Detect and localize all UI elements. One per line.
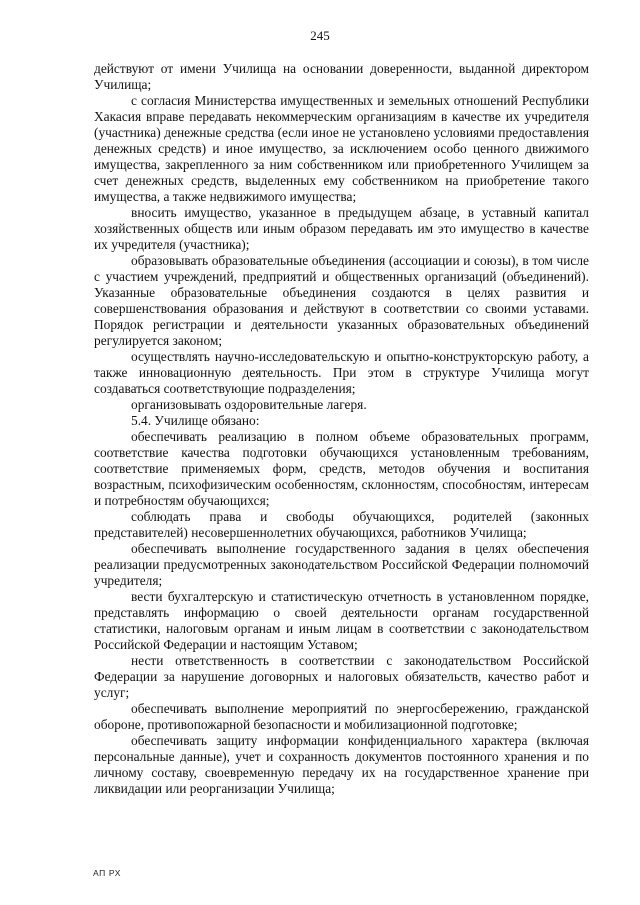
paragraph: обеспечивать выполнение государственного задания в целях обеспечения реализации предусмотренных законодательством Российской Федерации полномочий учредителя;	[94, 541, 589, 588]
paragraph: соблюдать права и свободы обучающихся, родителей (законных представителей) несовершеннолетних обучающихся, работников Училища;	[94, 509, 589, 540]
footer-mark: АП РХ	[93, 868, 122, 878]
paragraph: действуют от имени Училища на основании доверенности, выданной директором Училища;	[94, 61, 589, 92]
paragraph: обеспечивать выполнение мероприятий по энергосбережению, гражданской обороне, противопожарной безопасности и мобилизационной подготовке;	[94, 701, 589, 732]
paragraph: образовывать образовательные объединения (ассоциации и союзы), в том числе с участием учреждений, предприятий и общественных организаций (объединений). Указанные образовательные объединения создаются в целях развития и совершенствования образования и действуют в соответствии со своими уставами. Порядок регистрации и деятельности указанных образовательных объединений регулируется законом;	[94, 253, 589, 348]
paragraph: вносить имущество, указанное в предыдущем абзаце, в уставный капитал хозяйственных обществ или иным образом передавать им это имущество в качестве их учредителя (участника);	[94, 205, 589, 252]
paragraph: с согласия Министерства имущественных и земельных отношений Республики Хакасия вправе передавать некоммерческим организациям в качестве их учредителя (участника) денежные средства (если иное не установлено условиями предоставления денежных средств) и иное имущество, за исключением особо ценного движимого имущества, закрепленного за ним собственником или приобретенного Училищем за счет денежных средств, выделенных ему собственником на приобретение такого имущества, а также недвижимого имущества;	[94, 93, 589, 204]
paragraph: обеспечивать реализацию в полном объеме образовательных программ, соответствие качества подготовки обучающихся установленным требованиям, соответствие применяемых форм, средств, методов обучения и воспитания возрастным, психофизическим особенностям, склонностям, способностям, интересам и потребностям обучающихся;	[94, 429, 589, 508]
paragraph: нести ответственность в соответствии с законодательством Российской Федерации за нарушение договорных и налоговых обязательств, качество работ и услуг;	[94, 653, 589, 700]
paragraph: вести бухгалтерскую и статистическую отчетность в установленном порядке, представлять информацию о своей деятельности органам государственной статистики, налоговым органам и иным лицам в соответствии с законодательством Российской Федерации и настоящим Уставом;	[94, 589, 589, 652]
document-body	[94, 61, 589, 797]
page-number: 245	[310, 28, 330, 43]
section-heading: 5.4. Училище обязано:	[131, 413, 260, 428]
paragraph: обеспечивать защиту информации конфиденциального характера (включая персональные данные), учет и сохранность документов постоянного хранения и по личному составу, своевременную передачу их на государственное хранение при ликвидации или реорганизации Училища;	[94, 733, 589, 796]
paragraph: организовывать оздоровительные лагеря.	[131, 397, 367, 412]
paragraph: осуществлять научно-исследовательскую и опытно-конструкторскую работу, а также инновационную деятельность. При этом в структуре Училища могут создаваться соответствующие подразделения;	[94, 349, 589, 396]
